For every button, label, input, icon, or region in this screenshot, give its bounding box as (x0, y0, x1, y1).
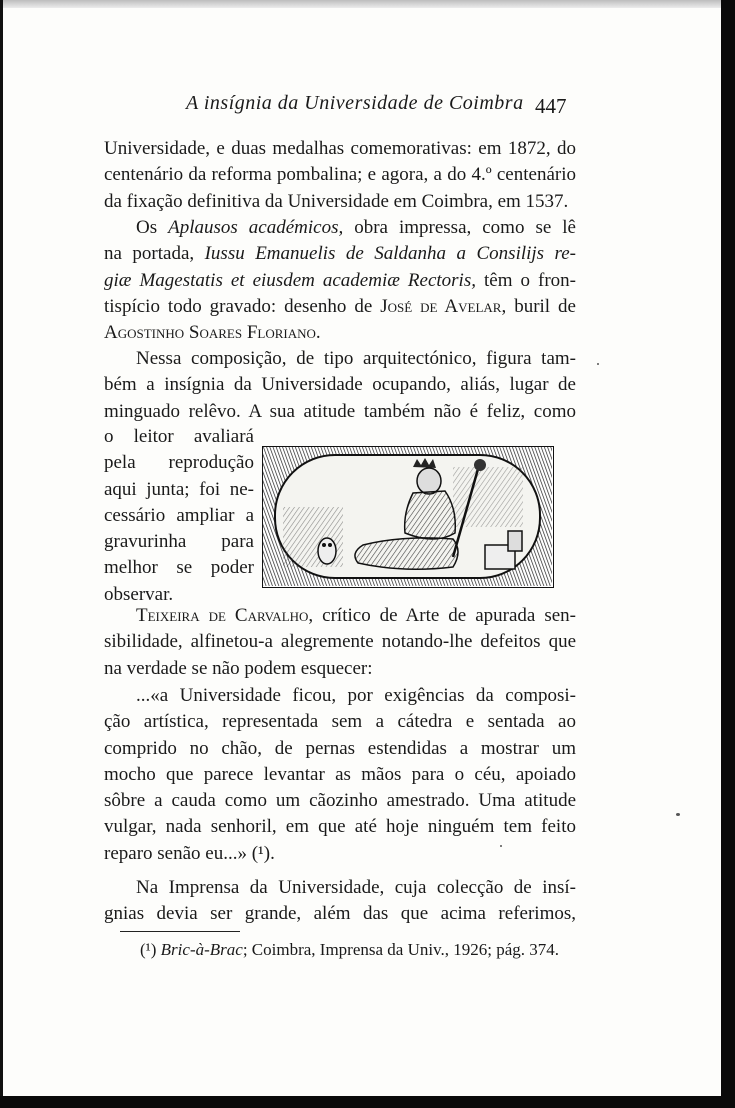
wrapped-text-column (104, 424, 254, 608)
text-line: aqui junta; foi ne- (104, 478, 254, 500)
text-run: na portada, (104, 243, 205, 265)
text-line (104, 603, 576, 629)
text-run: , buril de (501, 295, 576, 317)
text-line: gnias devia ser grande, além das que acima referimos, (104, 903, 576, 925)
text-line: da fixação definitiva da Universidade em Coimbra, em 1537. (104, 190, 569, 212)
scan-top-edge (0, 0, 735, 8)
text-line: Na Imprensa da Universidade, cuja colecção de insí- (136, 877, 576, 898)
owl-eye (322, 543, 326, 547)
text-line: sôbre a cauda como um cãozinho amestrado. Uma atitude (104, 790, 576, 812)
scan-speck (676, 813, 680, 816)
latin-inscription: giæ Magestatis et eiusdem academiæ Rectoris, (104, 269, 476, 291)
engraving-illustration (262, 446, 554, 588)
block-quote (104, 683, 576, 867)
scan-right-edge (721, 0, 735, 1108)
text-line: pela reprodução (104, 452, 254, 474)
person-name: José de Avelar (380, 295, 502, 317)
text-line: ção artística, representada sem a cátedra e sentada ao (104, 711, 576, 733)
text-run: tispício todo gravado: desenho de (104, 295, 381, 317)
text-line (104, 294, 576, 320)
paragraph-7 (104, 875, 576, 928)
text-run: têm o fron- (475, 269, 576, 291)
text-line (104, 268, 576, 294)
text-line: na verdade se não podem esquecer: (104, 657, 373, 679)
text-line: gravurinha para (104, 531, 254, 553)
text-line: observar. (104, 583, 174, 605)
text-line: ...«a Universidade ficou, por exigências da composi- (136, 685, 576, 706)
text-line: comprido no chão, de pernas estendidas a mostrar um (104, 737, 576, 759)
owl-eye (328, 543, 332, 547)
text-run: . (315, 322, 321, 344)
text-line (104, 215, 576, 241)
sceptre-head (474, 459, 486, 471)
text-run: Os (136, 217, 169, 238)
paragraph-3 (104, 346, 576, 425)
footnote-title: Bric-à-Brac (160, 940, 243, 959)
figure-torso (405, 491, 456, 539)
figure-drapery (355, 538, 458, 569)
book-icon (508, 531, 522, 551)
text-line: sibilidade, alfinetou-a alegremente notando-lhe defeitos que (104, 631, 576, 653)
scan-speck (597, 363, 599, 365)
text-line: Nessa composição, de tipo arquitectónico, figura tam- (136, 348, 576, 369)
text-line: bém a insígnia da Universidade ocupando, aliás, lugar de (104, 374, 576, 396)
page-number: 447 (535, 94, 567, 118)
latin-inscription: Iussu Emanuelis de Saldanha a Consilijs re- (204, 243, 576, 265)
figure-head (417, 468, 441, 494)
text-line: melhor se poder (104, 557, 254, 579)
text-run: obra impressa, como se lê (343, 217, 576, 238)
allegorical-figure-engraving (263, 447, 552, 586)
scan-bottom-edge (0, 1096, 735, 1108)
footnote (140, 940, 559, 960)
text-line: o leitor avaliará (104, 426, 254, 447)
paragraph-2 (104, 215, 576, 346)
book-title: Aplausos académicos, (168, 217, 344, 238)
footnote-text: ; Coimbra, Imprensa da Univ., 1926; pág. 374. (242, 940, 559, 959)
paragraph-5 (104, 603, 576, 682)
person-name: Teixeira de Carvalho (136, 605, 309, 626)
footnote-divider (120, 931, 240, 932)
text-line: Universidade, e duas medalhas comemorativas: em 1872, do (104, 138, 576, 159)
text-line: minguado relêvo. A sua atitude também não é feliz, como (104, 400, 576, 422)
text-line: vulgar, nada senhoril, em que até hoje ninguém tem feito (104, 816, 576, 838)
person-name: Agostinho Soares Floriano (104, 322, 316, 344)
text-run: , crítico de Arte de apurada sen- (308, 605, 577, 626)
running-title: A insígnia da Universidade de Coimbra (186, 92, 524, 114)
page-header (0, 92, 735, 122)
scan-speck (500, 845, 502, 847)
text-line: mocho que parece levantar as mãos para o céu, apoiado (104, 763, 576, 785)
text-line: cessário ampliar a (104, 504, 254, 526)
owl-figure (318, 538, 336, 564)
text-line: centenário da reforma pombalina; e agora, a do 4.º centenário (104, 164, 576, 186)
text-line: reparo senão eu...» (¹). (104, 842, 275, 864)
owl-body (318, 538, 336, 564)
text-line (104, 241, 576, 267)
footnote-marker: (¹) (140, 940, 161, 959)
paragraph-1 (104, 136, 576, 215)
text-line (104, 320, 576, 346)
scan-left-edge (0, 0, 3, 1108)
